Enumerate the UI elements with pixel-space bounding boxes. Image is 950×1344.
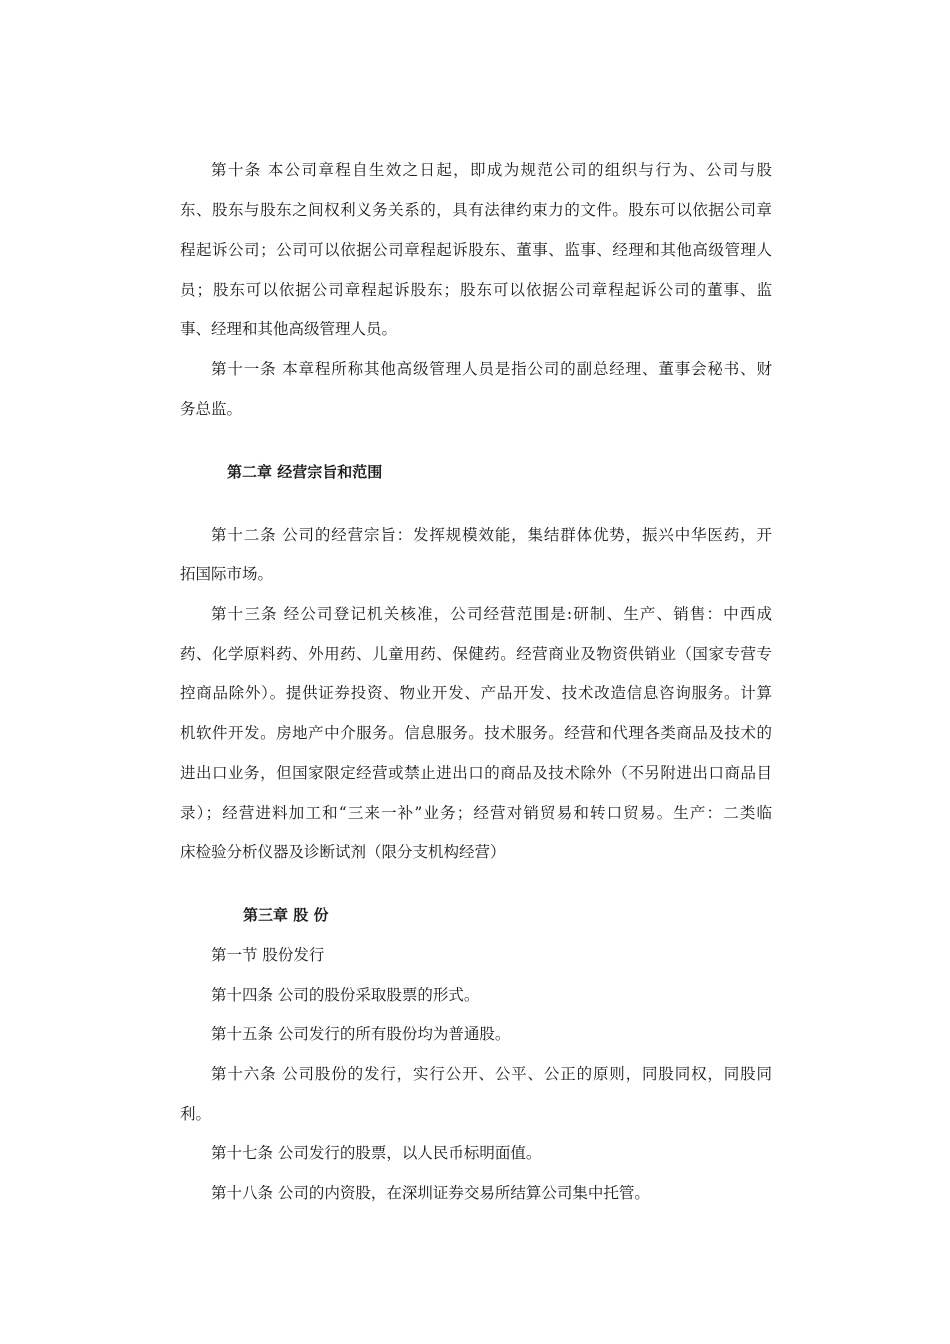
article-11-line-1: 第十一条 本章程所称其他高级管理人员是指公司的副总经理、董事会秘书、财 xyxy=(211,360,772,378)
article-11-line-2: 务总监。 xyxy=(180,400,243,418)
chapter-2-heading: 第二章 经营宗旨和范围 xyxy=(227,463,383,481)
article-10-line-2: 东、股东与股东之间权利义务关系的，具有法律约束力的文件。股东可以依据公司章 xyxy=(180,201,772,219)
article-13-line-4: 机软件开发。房地产中介服务。信息服务。技术服务。经营和代理各类商品及技术的 xyxy=(180,724,772,742)
section-1-heading: 第一节 股份发行 xyxy=(211,946,325,964)
article-17: 第十七条 公司发行的股票，以人民币标明面值。 xyxy=(211,1144,542,1162)
article-10-line-4: 员；股东可以依据公司章程起诉股东；股东可以依据公司章程起诉公司的董事、监 xyxy=(180,281,772,299)
article-13-line-5: 进出口业务，但国家限定经营或禁止进出口的商品及技术除外（不另附进出口商品目 xyxy=(180,764,772,782)
article-13-line-7: 床检验分析仪器及诊断试剂（限分支机构经营） xyxy=(180,843,506,861)
article-13-line-2: 药、化学原料药、外用药、儿童用药、保健药。经营商业及物资供销业（国家专营专 xyxy=(180,645,772,663)
article-12-line-1: 第十二条 公司的经营宗旨：发挥规模效能，集结群体优势，振兴中华医药，开 xyxy=(211,526,772,544)
article-16-line-2: 利。 xyxy=(180,1105,212,1123)
article-16-line-1: 第十六条 公司股份的发行，实行公开、公平、公正的原则，同股同权，同股同 xyxy=(211,1065,772,1083)
chapter-3-heading: 第三章 股 份 xyxy=(243,906,329,924)
article-18: 第十八条 公司的内资股，在深圳证券交易所结算公司集中托管。 xyxy=(211,1184,650,1202)
article-15: 第十五条 公司发行的所有股份均为普通股。 xyxy=(211,1025,511,1043)
article-13-line-6: 录）；经营进料加工和“三来一补”业务；经营对销贸易和转口贸易。生产：二类临 xyxy=(180,804,772,822)
article-10-line-3: 程起诉公司；公司可以依据公司章程起诉股东、董事、监事、经理和其他高级管理人 xyxy=(180,241,772,259)
article-13-line-1: 第十三条 经公司登记机关核准，公司经营范围是:研制、生产、销售：中西成 xyxy=(211,605,772,623)
article-12-line-2: 拓国际市场。 xyxy=(180,565,274,583)
article-14: 第十四条 公司的股份采取股票的形式。 xyxy=(211,986,480,1004)
article-10-line-5: 事、经理和其他高级管理人员。 xyxy=(180,320,398,338)
article-10-line-1: 第十条 本公司章程自生效之日起，即成为规范公司的组织与行为、公司与股 xyxy=(211,161,772,179)
article-13-line-3: 控商品除外）。提供证券投资、物业开发、产品开发、技术改造信息咨询服务。计算 xyxy=(180,684,772,702)
